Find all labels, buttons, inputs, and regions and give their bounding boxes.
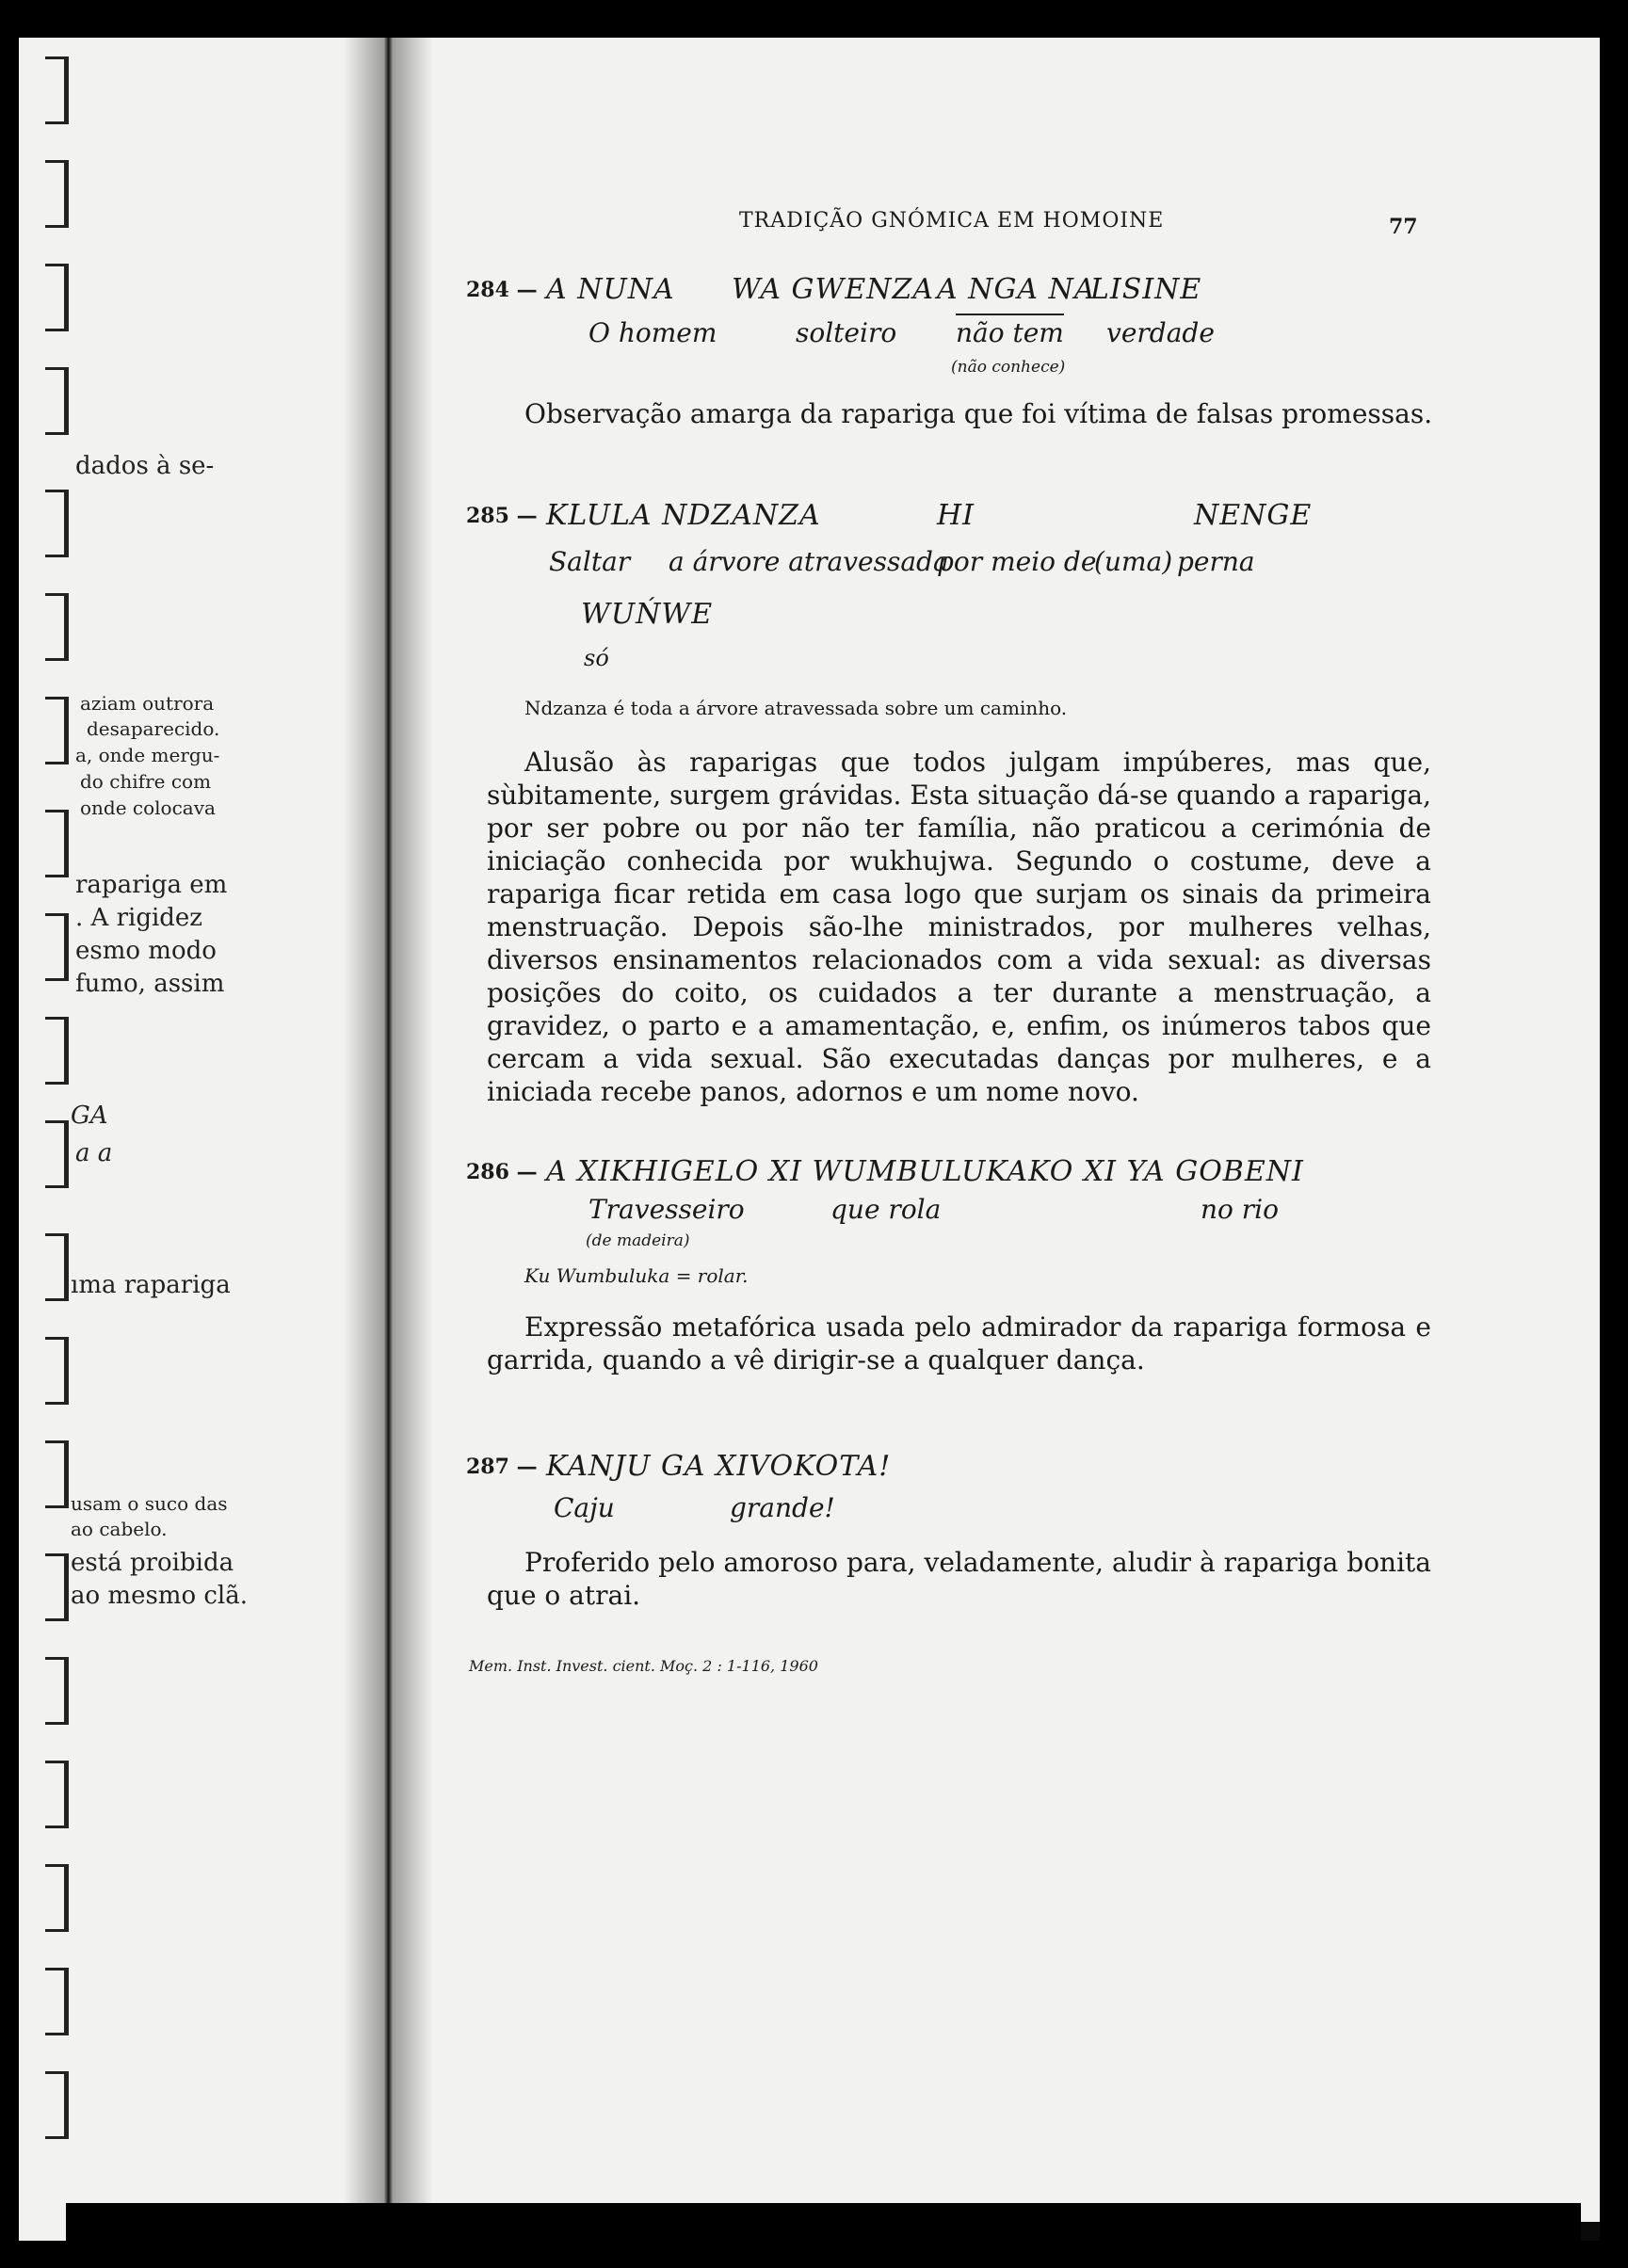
proverb-line: A XIKHIGELO XI WUMBULUKAKO XI YA GOBENI <box>546 1155 1304 1188</box>
gloss-word: no rio <box>1201 1194 1279 1225</box>
commentary: Expressão metafórica usada pelo admirador da rapariga formosa e garrida, quando a vê dirigir-se a qualquer dança. <box>487 1311 1431 1375</box>
proverb-word: WUŃWE <box>581 598 714 631</box>
gloss-word: perna <box>1177 546 1255 577</box>
sub-gloss: (de madeira) <box>586 1231 690 1250</box>
gloss-word: O homem <box>588 317 717 348</box>
prev-page-fragment: desaparecido. <box>87 717 220 740</box>
binding-bracket <box>45 56 69 124</box>
entry-number: 286 — <box>466 1160 538 1184</box>
proverb-word: HI <box>937 499 975 532</box>
entry-number: 285 — <box>466 504 538 528</box>
binding-bracket <box>45 1864 69 1932</box>
binding-bracket <box>45 1337 69 1405</box>
gloss-word: verdade <box>1106 317 1215 348</box>
prev-page-fragment: do chifre com <box>80 770 212 793</box>
gloss-word: não tem <box>956 314 1064 348</box>
binding-bracket <box>45 1657 69 1725</box>
prev-page-fragment: dados à se- <box>75 452 215 480</box>
binding-bracket <box>45 1233 69 1301</box>
binding-bracket <box>45 1553 69 1621</box>
commentary: Proferido pelo amoroso para, veladamente, aludir à rapariga bonita que o atrai. <box>487 1547 1431 1611</box>
running-title: TRADIÇÃO GNÓMICA EM HOMOINE <box>739 209 1165 233</box>
binding-bracket <box>45 1440 69 1508</box>
footnote: Ku Wumbuluka = rolar. <box>524 1264 749 1287</box>
gloss-word: (uma) <box>1094 546 1173 577</box>
entry-number: 287 — <box>466 1455 538 1479</box>
commentary: Alusão às raparigas que todos julgam impúberes, mas que, sùbitamente, surgem grávidas. Esta situação dá-se quando a rapariga, por ser pobre ou por não ter família, não praticou a cerimónia de iniciação conhecida por wukhujwa. Segundo o costume, deve a rapariga ficar retida em casa logo que surjam os sinais da primeira menstruação. Depois são-lhe ministrados, por mulheres velhas, diversos ensinamentos relacionados com a vida sexual: as diversas posições do coito, os cuidados a ter durante a menstruação, a gravidez, o parto e a amamentação, e, enfim, os inúmeros tabos que cercam a vida sexual. São executadas danças por mulheres, e a iniciada recebe panos, adornos e um nome novo. <box>487 747 1431 1107</box>
binding-bracket <box>45 1761 69 1828</box>
footnote: Ndzanza é toda a árvore atravessada sobre um caminho. <box>524 697 1068 719</box>
prev-page-fragment: . A rigidez <box>75 904 203 932</box>
gloss-word: Saltar <box>549 546 631 577</box>
binding-bracket <box>45 367 69 435</box>
binding-bracket <box>45 1968 69 2035</box>
gloss-word: só <box>584 645 609 671</box>
prev-page-fragment: aziam outrora <box>80 692 215 715</box>
binding-bracket <box>45 2071 69 2139</box>
binding-bracket <box>45 160 69 228</box>
binding-bracket <box>45 264 69 331</box>
binding-bracket <box>45 1017 69 1085</box>
gloss-word: solteiro <box>796 317 897 348</box>
prev-page-fragment: usam o suco das <box>71 1492 228 1515</box>
prev-page-fragment: fumo, assim <box>75 970 225 998</box>
page-number: 77 <box>1389 215 1418 239</box>
prev-page-fragment: ao cabelo. <box>71 1518 168 1540</box>
prev-page-fragment: a, onde mergu- <box>75 744 220 766</box>
book-gutter-shadow <box>344 38 433 2241</box>
gloss-word: a árvore atravessada <box>669 546 949 577</box>
prev-page-fragment: esmo modo <box>75 937 217 965</box>
proverb-word: A NGA NA <box>937 273 1096 306</box>
commentary: Observação amarga da rapariga que foi vítima de falsas promessas. <box>524 398 1433 429</box>
proverb-word: WA GWENZA <box>732 273 935 306</box>
prev-page-fragment: a a <box>75 1139 113 1167</box>
binding-bracket <box>45 913 69 981</box>
journal-citation: Mem. Inst. Invest. cient. Moç. 2 : 1-116, 1960 <box>469 1657 818 1675</box>
binding-bracket <box>45 697 69 764</box>
prev-page-fragment: ıma rapariga <box>71 1271 231 1299</box>
proverb-word: A NUNA <box>546 273 675 306</box>
prev-page-fragment: rapariga em <box>75 871 228 899</box>
entry-number: 284 — <box>466 278 538 302</box>
prev-page-fragment: está proibida <box>71 1549 234 1577</box>
scanned-page <box>19 38 1600 2241</box>
binding-bracket <box>45 490 69 557</box>
binding-bracket <box>45 593 69 661</box>
prev-page-fragment: ao mesmo clã. <box>71 1582 249 1610</box>
binding-bracket <box>45 1120 69 1188</box>
proverb-word: KLULA NDZANZA <box>546 499 821 532</box>
proverb-line: KANJU GA XIVOKOTA! <box>546 1450 892 1483</box>
gloss-word: Caju <box>554 1492 615 1523</box>
proverb-word: NENGE <box>1194 499 1313 532</box>
gloss-word: por meio de <box>937 546 1097 577</box>
prev-page-fragment: onde colocava <box>80 796 216 819</box>
scan-artifact-dark <box>66 2203 1581 2268</box>
prev-page-fragment: GA <box>71 1102 108 1130</box>
gloss-word: que rola <box>830 1194 942 1225</box>
binding-bracket <box>45 810 69 877</box>
gloss-word: Travesseiro <box>588 1194 745 1225</box>
proverb-word: LISINE <box>1090 273 1202 306</box>
sub-gloss: (não conhece) <box>951 358 1066 377</box>
gloss-word: grande! <box>730 1492 835 1523</box>
